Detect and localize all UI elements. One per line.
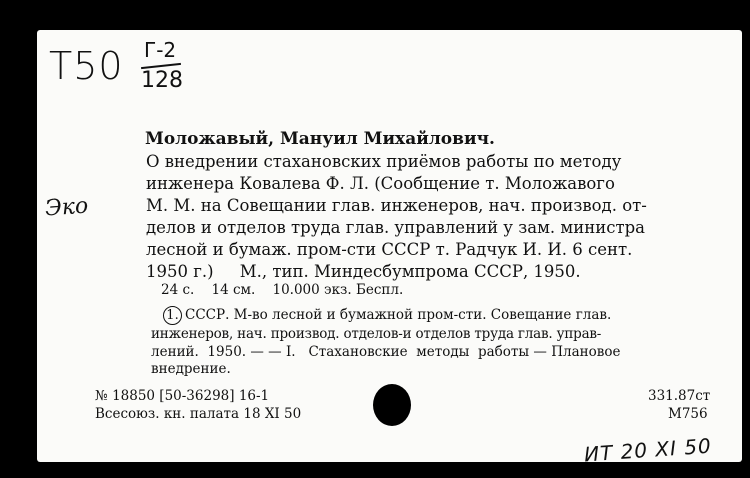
margin-handwritten-note: Эко — [44, 193, 90, 222]
catalog-card — [37, 30, 742, 467]
title-line: делов и отделов труда глав. управлений у зам. министра — [146, 218, 646, 237]
bottom-handwritten-note: ИТ 20 ХI 50 — [583, 433, 713, 467]
subject-line: СССР. М-во лесной и бумажной пром-сти. Совещание глав. — [185, 307, 612, 323]
author-mark: М756 — [668, 406, 708, 422]
fraction-top: Г-2 — [144, 38, 177, 62]
fraction-bottom: 128 — [141, 68, 183, 93]
title-line: М. М. на Совещании глав. инженеров, нач. производ. от- — [146, 196, 647, 215]
ink-blot — [373, 384, 411, 426]
subject-line: лений. 1950. — — I. Стахановские методы работы — Плановое — [151, 344, 621, 360]
title-line: инженера Ковалева Ф. Л. (Сообщение т. Моложавого — [146, 174, 615, 193]
title-line: 1950 г.) М., тип. Миндесбумпрома СССР, 1950. — [146, 262, 581, 281]
title-line: О внедрении стахановских приёмов работы по методу — [146, 152, 622, 171]
author-heading: Моложавый, Мануил Михайлович. — [145, 129, 495, 149]
title-line: лесной и бумаж. пром-сти СССР т. Радчук И. И. 6 сент. — [146, 240, 633, 259]
subject-line-first — [163, 306, 611, 325]
record-number: № 18850 [50-36298] 16-1 — [95, 388, 270, 404]
classification-code: 331.87ст — [648, 388, 711, 404]
subject-number: 1. — [163, 306, 182, 325]
subject-line: внедрение. — [151, 361, 231, 377]
subject-line: инженеров, нач. производ. отделов-и отделов труда глав. управ- — [151, 326, 602, 342]
collation: 24 с. 14 см. 10.000 экз. Беспл. — [161, 282, 404, 298]
book-chamber: Всесоюз. кн. палата 18 XI 50 — [95, 406, 302, 422]
shelf-mark: Т50 — [49, 44, 124, 88]
